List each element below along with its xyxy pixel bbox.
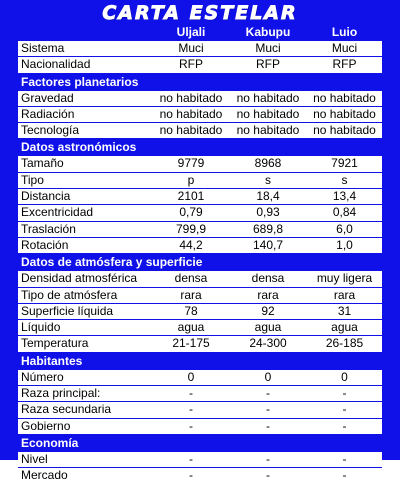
table-row xyxy=(18,369,382,385)
cell-value: 8968 xyxy=(254,156,282,171)
cell-value: RFP xyxy=(179,57,203,72)
column-header-planet-3: Luio xyxy=(331,25,358,39)
table-row xyxy=(18,237,382,253)
cell-value: densa xyxy=(251,271,285,286)
cell-value: no habitado xyxy=(313,90,376,105)
cell-value: RFP xyxy=(332,57,357,72)
cell-value: 13,4 xyxy=(332,189,357,204)
section-heading: Datos astronómicos xyxy=(18,138,382,155)
table-row xyxy=(18,155,382,171)
cell-value: 44,2 xyxy=(179,237,203,252)
cell-value: 24-300 xyxy=(249,336,287,351)
cell-value: 689,8 xyxy=(252,221,284,236)
table-row xyxy=(18,122,382,138)
table-row xyxy=(18,204,382,220)
cell-value: Muci xyxy=(255,41,281,55)
cell-value: Muci xyxy=(178,41,204,55)
row-label: Tipo de atmósfera xyxy=(21,287,118,302)
table-row xyxy=(18,303,382,319)
table-row xyxy=(18,106,382,122)
section-heading: Habitantes xyxy=(18,352,382,369)
table-row xyxy=(18,385,382,401)
cell-value: 92 xyxy=(261,303,275,318)
column-header-planet-1: Uljali xyxy=(176,25,206,39)
cell-value: 31 xyxy=(337,303,352,318)
cell-value: - xyxy=(189,451,193,466)
cell-value: Muci xyxy=(331,41,358,55)
cell-value: no habitado xyxy=(313,106,376,121)
cell-value: 0 xyxy=(264,369,272,384)
table-row xyxy=(18,221,382,237)
cell-value: densa xyxy=(174,271,208,286)
row-label: Temperatura xyxy=(21,336,89,351)
cell-value: no habitado xyxy=(236,90,300,105)
table-row xyxy=(18,418,382,434)
row-label: Raza secundaria xyxy=(21,402,112,417)
row-label: Superficie líquida xyxy=(21,303,114,318)
cell-value: 2101 xyxy=(177,189,205,204)
row-label: Nivel xyxy=(21,451,48,466)
cell-value: - xyxy=(189,386,193,401)
cell-value: - xyxy=(342,418,347,433)
cell-value: 0 xyxy=(187,369,195,384)
cell-value: no habitado xyxy=(313,123,376,138)
cell-value: - xyxy=(189,402,193,417)
section-heading: Factores planetarios xyxy=(18,73,382,90)
row-label: Gravedad xyxy=(21,90,74,105)
row-label: Mercado xyxy=(21,468,68,483)
table-row xyxy=(18,188,382,204)
column-header-planet-2: Kabupu xyxy=(245,25,291,39)
cell-value: 1,0 xyxy=(336,237,353,252)
cell-value: no habitado xyxy=(236,106,300,121)
cell-value: no habitado xyxy=(159,106,223,121)
cell-value: agua xyxy=(177,320,205,335)
row-label: Nacionalidad xyxy=(21,57,91,72)
cell-value: - xyxy=(266,418,270,433)
row-label: Tamaño xyxy=(21,156,64,171)
cell-value: agua xyxy=(254,320,282,335)
cell-value: - xyxy=(189,418,193,433)
cell-value: - xyxy=(342,468,347,483)
table-row xyxy=(18,56,382,72)
row-label: Densidad atmosférica xyxy=(21,271,138,286)
row-label: Número xyxy=(21,369,64,384)
table-row xyxy=(18,319,382,335)
table-row xyxy=(18,270,382,286)
cell-value: 9779 xyxy=(177,156,205,171)
cell-value: 0,93 xyxy=(256,205,280,220)
section-heading: Datos de atmósfera y superficie xyxy=(18,253,382,270)
table-header xyxy=(18,25,382,40)
cell-value: - xyxy=(342,386,347,401)
table-row xyxy=(18,172,382,188)
cell-value: 21-175 xyxy=(172,336,210,351)
cell-value: s xyxy=(265,172,271,187)
row-label: Traslación xyxy=(21,221,76,236)
page-title: CARTA ESTELAR xyxy=(102,2,298,24)
data-table xyxy=(18,25,382,484)
cell-value: - xyxy=(342,402,347,417)
cell-value: 799,9 xyxy=(175,221,207,236)
cell-value: agua xyxy=(331,320,358,335)
cell-value: no habitado xyxy=(159,123,223,138)
header-label-spacer xyxy=(18,25,153,40)
row-label: Tipo xyxy=(21,172,44,187)
cell-value: no habitado xyxy=(159,90,223,105)
row-label: Tecnología xyxy=(21,123,80,138)
cell-value: p xyxy=(187,172,195,187)
cell-value: - xyxy=(266,386,270,401)
cell-value: rara xyxy=(333,287,356,302)
cell-value: RFP xyxy=(256,57,280,72)
row-label: Raza principal: xyxy=(21,386,101,401)
cell-value: 26-185 xyxy=(325,336,364,351)
cell-value: - xyxy=(342,451,347,466)
cell-value: - xyxy=(266,402,270,417)
cell-value: - xyxy=(266,451,270,466)
row-label: Excentricidad xyxy=(21,205,94,220)
table-row xyxy=(18,40,382,56)
table-row xyxy=(18,401,382,417)
row-label: Radiación xyxy=(21,106,75,121)
cell-value: 140,7 xyxy=(252,237,284,252)
cell-value: no habitado xyxy=(236,123,300,138)
row-label: Líquido xyxy=(21,320,61,335)
cell-value: rara xyxy=(180,287,202,302)
table-row xyxy=(18,335,382,351)
cell-value: 7921 xyxy=(331,156,358,171)
table-row xyxy=(18,287,382,303)
row-label: Distancia xyxy=(21,189,71,204)
cell-value: rara xyxy=(257,287,279,302)
table-row xyxy=(18,90,382,106)
section-heading: Economía xyxy=(18,434,382,451)
cell-value: 0 xyxy=(341,369,348,384)
row-label: Rotación xyxy=(21,237,69,252)
cell-value: - xyxy=(266,468,270,483)
table-row xyxy=(18,467,382,483)
cell-value: 6,0 xyxy=(336,221,353,236)
row-label: Gobierno xyxy=(21,418,71,433)
cell-value: 78 xyxy=(184,303,198,318)
cell-value: 0,84 xyxy=(332,205,357,220)
cell-value: s xyxy=(341,172,348,187)
cell-value: - xyxy=(189,468,193,483)
cell-value: 0,79 xyxy=(179,205,203,220)
cell-value: 18,4 xyxy=(256,189,280,204)
row-label: Sistema xyxy=(21,41,65,55)
table-row xyxy=(18,451,382,467)
cell-value: muy ligera xyxy=(316,271,373,286)
